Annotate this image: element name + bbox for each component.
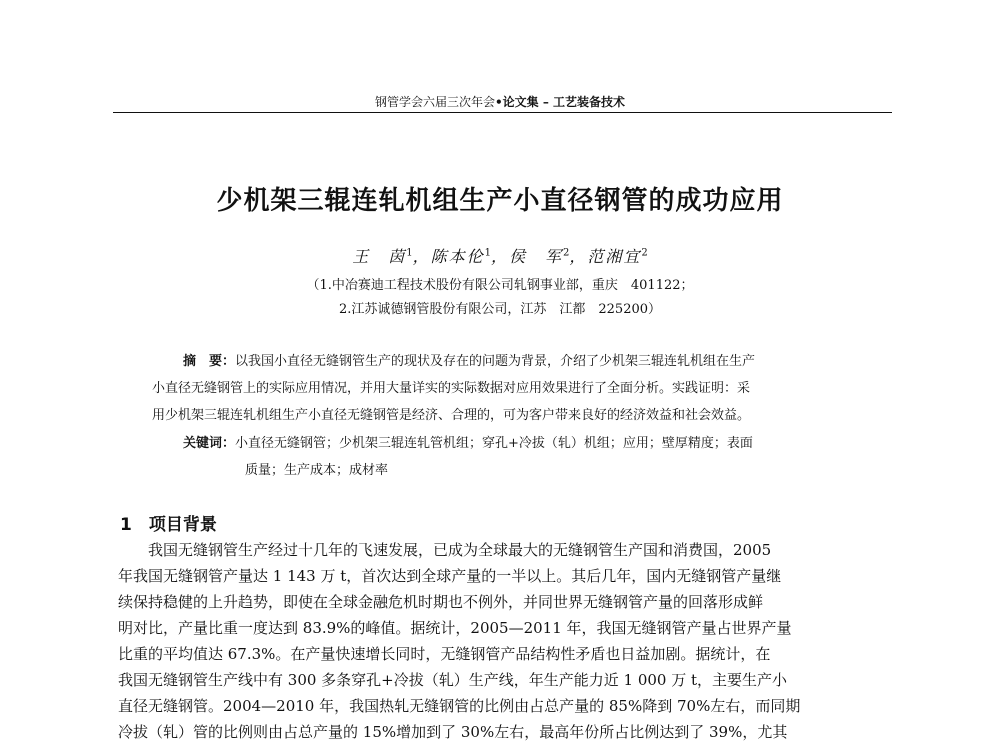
author-name: 王 茵 (352, 247, 407, 266)
abstract-line: 用少机架三辊连轧机组生产小直径无缝钢管是经济、合理的，可为客户带来良好的经济效益和社会效益。 (152, 408, 751, 423)
author-affiliation-mark: 2 (641, 247, 648, 259)
abstract-label: 摘 要： (183, 354, 236, 369)
paper-title: 少机架三辊连轧机组生产小直径钢管的成功应用 (216, 186, 784, 216)
abstract-text: 以我国小直径无缝钢管生产的现状及存在的问题为背景，介绍了少机架三辊连轧机组在生产 (235, 354, 756, 369)
body-line: 直径无缝钢管。2004—2010 年，我国热轧无缝钢管的比例由占总产量的 85%降到 70%左右，而同期 (118, 697, 801, 715)
affiliation-line: 2.江苏诚德钢管股份有限公司，江苏 江都 225200） (338, 302, 662, 317)
keywords-line: 质量；生产成本；成材率 (245, 463, 389, 478)
keywords-line (183, 432, 753, 451)
author-affiliation-mark: 2 (563, 247, 570, 259)
author-list: 王 茵$^1$，陈本伦$^1$，侯 军$^2$，范湘宜$^2$ (352, 247, 648, 266)
abstract-line (183, 350, 755, 369)
body-line: 冷拔（轧）管的比例则由占总产量的 15%增加到了 30%左右，最高年份所占比例达到了 39%，尤其 (118, 723, 788, 741)
keywords-label: 关键词： (183, 436, 236, 451)
author-name: 侯 军 (509, 247, 564, 266)
author-affiliation-mark: 1 (406, 247, 413, 259)
keywords-text: 小直径无缝钢管；少机架三辊连轧管机组；穿孔+冷拔（轧）机组；应用；壁厚精度；表面 (235, 436, 753, 451)
body-line: 比重的平均值达 67.3%。在产量快速增长同时，无缝钢管产品结构性矛盾也日益加剧。据统计，在 (118, 645, 771, 663)
running-header-prefix: 钢管学会六届三次年会 (374, 95, 495, 109)
affiliation-line: （1.中冶赛迪工程技术股份有限公司轧钢事业部，重庆 401122； (306, 278, 694, 293)
body-line: 我国无缝钢管生产经过十几年的飞速发展，已成为全球最大的无缝钢管生产国和消费国，2005 (118, 541, 772, 559)
header-rule (113, 112, 892, 113)
body-line: 我国无缝钢管生产线中有 300 多条穿孔+冷拔（轧）生产线，年生产能力近 1 000 万 t，主要生产小 (118, 671, 788, 689)
author-name: 范湘宜 (587, 247, 642, 266)
body-line: 明对比，产量比重一度达到 83.9%的峰值。据统计，2005—2011 年，我国无缝钢管产量占世界产量 (118, 619, 792, 637)
abstract-line: 小直径无缝钢管上的实际应用情况，并用大量详实的实际数据对应用效果进行了全面分析。实践证明：采 (152, 381, 751, 396)
author-affiliation-mark: 1 (484, 247, 491, 259)
body-line: 续保持稳健的上升趋势，即使在全球金融危机时期也不例外，并同世界无缝钢管产量的回落形成鲜 (118, 593, 764, 611)
body-line: 年我国无缝钢管产量达 1 143 万 t，首次达到全球产量的一半以上。其后几年，国内无缝钢管产量继 (118, 567, 782, 585)
running-header-suffix: •论文集 – 工艺装备技术 (494, 95, 626, 109)
running-header (0, 93, 1000, 110)
author-name: 陈本伦 (430, 247, 485, 266)
section-heading: 1 项目背景 (120, 515, 217, 535)
